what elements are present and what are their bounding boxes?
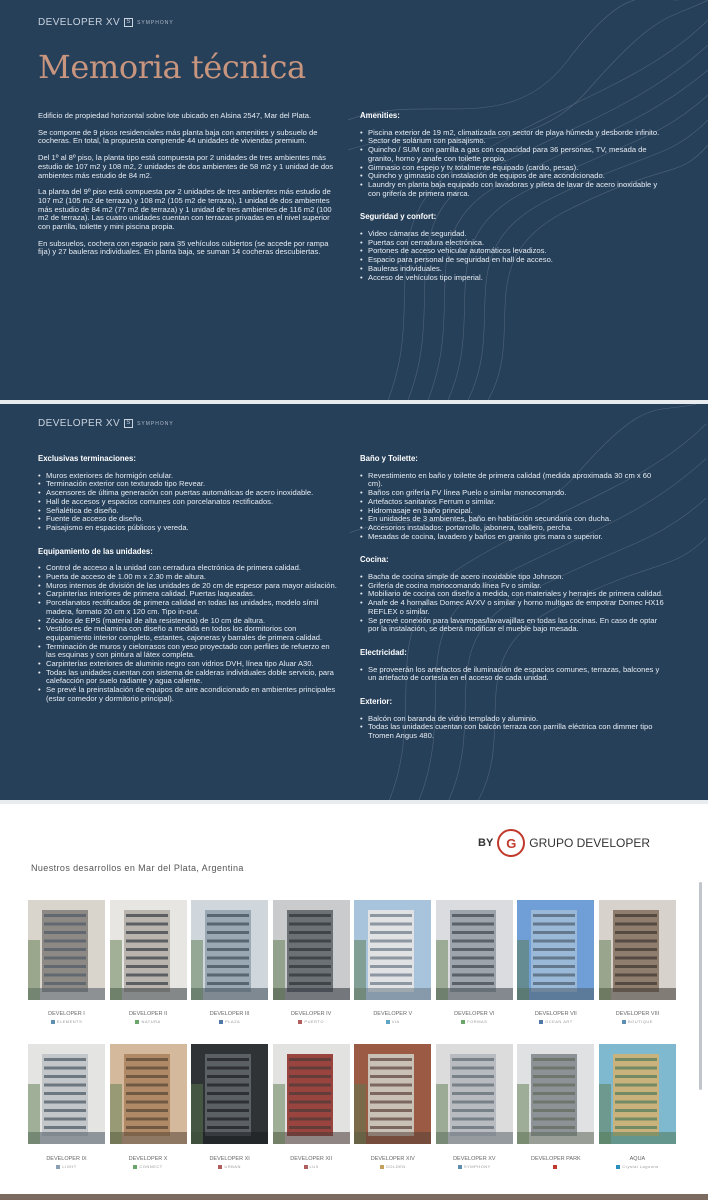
list-item: • Porcelanatos rectificados de primera calidad en todas las unidades, modelo símil madera, formato 20 cm x 120 cm. Tipo in-out. [38, 599, 338, 616]
list-item: • Hall de accesos y espacios comunes con porcelanatos rectificados. [38, 498, 338, 507]
bottom-edge [0, 1194, 708, 1200]
exterior-list [360, 715, 665, 741]
brand-name: DEVELOPER XV [38, 418, 121, 429]
specifications-page [0, 404, 708, 800]
development-sub-label: NATURA [141, 1019, 161, 1024]
development-color-tag [133, 1165, 137, 1169]
electricidad-list [360, 666, 665, 683]
bano-heading: Baño y Toilette: [360, 454, 418, 463]
cocina-heading: Cocina: [360, 555, 389, 565]
development-caption [436, 1011, 513, 1025]
development-photo[interactable] [273, 900, 350, 1000]
development-sub-label: VIA [391, 1019, 400, 1024]
list-item: • Muros exteriores de hormigón celular. [38, 472, 338, 481]
logo-name: GRUPO DEVELOPER [529, 836, 650, 850]
list-item: • Zócalos de EPS (material de alta resistencia) de 10 cm de altura. [38, 617, 338, 626]
development-name: DEVELOPER III [209, 1011, 250, 1017]
description-paragraph: La planta del 9º piso está compuesta por 2 unidades de tres ambientes más estudio de 107 m2 (105 m2 de terraza) y 108 m2 (105 m2 de terraza), 1 unidad de dos ambientes más estudio de 84 m2 (77 m2 de terraza) y 1 unidad de tres ambientes de 116 m2 (100 m2 de terraza). Las cuatro unidades cuentan con terrazas privadas en el nivel superior con parrilla, toilette y mini piscina propia. [38, 187, 332, 232]
list-item: • Bauleras individuales. [360, 265, 665, 274]
development-photo[interactable] [191, 900, 268, 1000]
logo-by: BY [478, 837, 494, 849]
brand-logo [38, 17, 174, 28]
development-sub-label: FORMAS [467, 1019, 488, 1024]
development-name: DEVELOPER XI [209, 1156, 250, 1162]
development-caption [273, 1011, 350, 1025]
list-item: • Ascensores de última generación con puertas automáticas de acero inoxidable. [38, 489, 338, 498]
development-color-tag [539, 1020, 543, 1024]
list-item: • Gimnasio con espejo y tv totalmente equipado (cardio, pesas). [360, 164, 665, 173]
equipamiento-heading: Equipamiento de las unidades: [38, 546, 153, 556]
development-sub [110, 1018, 187, 1025]
list-item: • Balcón con baranda de vidrio templado y aluminio. [360, 715, 665, 724]
development-caption [517, 1156, 594, 1170]
list-item: • Bacha de cocina simple de acero inoxidable tipo Johnson. [360, 573, 665, 582]
exclusivas-heading: Exclusivas terminaciones: [38, 454, 136, 463]
development-name: DEVELOPER II [128, 1011, 168, 1017]
development-sub [28, 1163, 105, 1170]
description-paragraph: En subsuelos, cochera con espacio para 35 vehículos cubiertos (se accede por rampa fija) y 27 bauleras individuales. En planta baja, se suman 14 cocheras descubiertas. [38, 238, 329, 257]
list-item: • Señalética de diseño. [38, 507, 338, 516]
development-captions-row [28, 1156, 676, 1170]
list-item: • Terminación exterior con texturado tipo Revear. [38, 480, 338, 489]
list-item: • Se proveerán los artefactos de iluminación de espacios comunes, terrazas, balcones y un artefacto de cortesía en el acceso de cada unidad. [360, 666, 665, 683]
list-item: • Se prevé conexión para lavarropas/lavavajillas en todas las cocinas. En caso de optar por la instalación, se deberá modificar el mueble bajo mesada. [360, 617, 665, 634]
development-caption [436, 1156, 513, 1170]
development-name: DEVELOPER XIV [370, 1156, 415, 1162]
development-sub [517, 1018, 594, 1025]
exclusivas-list [38, 472, 338, 533]
scrollbar[interactable] [699, 882, 702, 1090]
development-sub [110, 1163, 187, 1170]
development-photo[interactable] [436, 1044, 513, 1144]
development-name: DEVELOPER PARK [531, 1156, 581, 1162]
development-color-tag [458, 1165, 462, 1169]
development-caption [191, 1156, 268, 1170]
development-sub-label: ELEMENTS [56, 1019, 83, 1024]
development-photo[interactable] [273, 1044, 350, 1144]
list-item: • Laundry en planta baja equipado con lavadoras y pileta de lavar de acero inoxidable y con grifería de primera marca. [360, 181, 665, 198]
development-sub-label: Crystal Lagoons [622, 1164, 659, 1169]
development-sub [354, 1018, 431, 1025]
development-sub [191, 1018, 268, 1025]
development-caption [28, 1011, 105, 1025]
list-item: • Artefactos sanitarios Ferrum o similar. [360, 498, 665, 507]
development-sub-label: CONNECT [139, 1164, 163, 1169]
development-name: DEVELOPER IX [46, 1156, 87, 1162]
list-item: • Hidromasaje en baño principal. [360, 507, 665, 516]
development-sub [517, 1163, 594, 1170]
development-caption [191, 1011, 268, 1025]
list-item: • Acceso de vehículos tipo imperial. [360, 274, 665, 283]
list-item: • Sector de solárium con paisajismo. [360, 137, 665, 146]
list-item: • Espacio para personal de seguridad en hall de acceso. [360, 256, 665, 265]
list-item: • Puertas con cerradura electrónica. [360, 239, 665, 248]
development-caption [354, 1156, 431, 1170]
developments-title: Nuestros desarrollos en Mar del Plata, Argentina [31, 863, 244, 873]
description-column [38, 112, 338, 265]
list-item: • Carpinterías exteriores de aluminio negro con vidrios DVH, línea tipo Aluar A30. [38, 660, 338, 669]
cocina-list [360, 573, 665, 634]
exterior-heading: Exterior: [360, 697, 393, 707]
development-photo[interactable] [110, 1044, 187, 1144]
development-photo[interactable] [436, 900, 513, 1000]
development-captions-row [28, 1011, 676, 1025]
amenities-heading: Amenities: [360, 111, 400, 120]
list-item: • Vestidores de melamina con diseño a medida en todos los dormitorios con equipamiento interior completo, estantes, cajoneras y barrales de primera calidad. [38, 625, 338, 642]
bano-list [360, 472, 665, 542]
development-color-tag [461, 1020, 465, 1024]
development-photo[interactable] [599, 1044, 676, 1144]
development-photo[interactable] [354, 1044, 431, 1144]
list-item: • Mesadas de cocina, lavadero y baños en granito gris mara o superior. [360, 533, 665, 542]
development-caption [28, 1156, 105, 1170]
list-item: • Control de acceso a la unidad con cerradura electrónica de primera calidad. [38, 564, 338, 573]
development-photo[interactable] [191, 1044, 268, 1144]
development-color-tag [622, 1020, 626, 1024]
development-sub [28, 1018, 105, 1025]
development-photo[interactable] [28, 900, 105, 1000]
brand-sub: SYMPHONY [137, 420, 174, 427]
list-item: • Paisajismo en espacios públicos y vereda. [38, 524, 338, 533]
development-color-tag [298, 1020, 302, 1024]
development-caption [599, 1011, 676, 1025]
development-thumbnails-row [28, 900, 676, 1000]
development-color-tag [219, 1020, 223, 1024]
development-color-tag [386, 1020, 390, 1024]
page-title: Memoria técnica [38, 48, 306, 86]
development-caption [110, 1156, 187, 1170]
electricidad-heading: Electricidad: [360, 647, 407, 657]
development-photo[interactable] [517, 1044, 594, 1144]
list-item: • Fuente de acceso de diseño. [38, 515, 338, 524]
development-color-tag [616, 1165, 620, 1169]
memoria-tecnica-page [0, 0, 708, 400]
development-name: DEVELOPER I [48, 1011, 85, 1017]
development-photo[interactable] [28, 1044, 105, 1144]
development-caption [517, 1011, 594, 1025]
description-paragraph: Edificio de propiedad horizontal sobre lote ubicado en Alsina 2547, Mar del Plata. [38, 111, 312, 120]
equipamiento-list [38, 564, 338, 703]
development-sub [273, 1163, 350, 1170]
list-item: • Revestimiento en baño y toilette de primera calidad (medida aproximada 30 cm x 60 cm). [360, 472, 665, 489]
development-sub-label: BOUTIQUE [627, 1019, 653, 1024]
list-item: • Accesorios instalados: portarrollo, jabonera, toallero, percha. [360, 524, 665, 533]
brand-mark: S [124, 18, 133, 27]
development-name: DEVELOPER XII [290, 1156, 333, 1162]
development-sub [436, 1018, 513, 1025]
list-item: • Carpinterías interiores de primera calidad. Puertas laqueadas. [38, 590, 338, 599]
development-color-tag [380, 1165, 384, 1169]
development-sub [273, 1018, 350, 1025]
development-sub [599, 1018, 676, 1025]
brand-name: DEVELOPER XV [38, 17, 121, 28]
development-sub-label: GOLDEN [385, 1164, 406, 1169]
developments-page [0, 804, 708, 1200]
development-caption [599, 1156, 676, 1170]
development-color-tag [51, 1020, 55, 1024]
right-spec-column [360, 455, 665, 756]
list-item: • Quincho / SUM con parrilla a gas con capacidad para 36 personas, TV, mesada de granito, horno y anafe con toilette propio. [360, 146, 665, 163]
development-name: DEVELOPER VIII [615, 1011, 660, 1017]
list-item: • Puerta de acceso de 1.00 m x 2.30 m de altura. [38, 573, 338, 582]
brand-sub: SYMPHONY [137, 19, 174, 26]
list-item: • Quincho y gimnasio con instalación de equipos de aire acondicionado. [360, 172, 665, 181]
description-paragraph: Del 1º al 8º piso, la planta tipo está compuesta por 2 unidades de tres ambientes más estudio de 107 m2 y 108 m2, 2 unidades de dos ambientes de 58 m2 y 1 unidad de dos ambientes más estudio de 84 m2. [38, 153, 334, 180]
development-sub-label: LIGHT [62, 1164, 77, 1169]
list-item: • Video cámaras de seguridad. [360, 230, 665, 239]
development-sub-label: OCEAN ART [545, 1019, 573, 1024]
development-name: AQUA [629, 1156, 646, 1162]
development-color-tag [304, 1165, 308, 1169]
security-list [360, 230, 665, 282]
development-photo[interactable] [517, 900, 594, 1000]
development-name: DEVELOPER VII [534, 1011, 577, 1017]
amenities-list [360, 129, 665, 199]
list-item: • Se prevé la preinstalación de equipos de aire acondicionado en ambientes principales (estar comedor y dormitorio principal). [38, 686, 338, 703]
development-sub [599, 1163, 676, 1170]
list-item: • Anafe de 4 hornallas Domec AVXV o similar y horno multigas de empotrar Domec HX16 REFLEX o similar. [360, 599, 665, 616]
development-thumbnails-row [28, 1044, 676, 1144]
development-name: DEVELOPER IV [291, 1011, 332, 1017]
list-item: • Baños con grifería FV línea Puelo o similar monocomando. [360, 489, 665, 498]
development-name: DEVELOPER X [128, 1156, 168, 1162]
development-sub-label: LUX [309, 1164, 319, 1169]
amenities-column [360, 112, 665, 297]
development-photo[interactable] [599, 900, 676, 1000]
security-heading: Seguridad y confort: [360, 212, 437, 222]
development-color-tag [56, 1165, 60, 1169]
development-color-tag [218, 1165, 222, 1169]
development-sub-label: PUERTO [304, 1019, 324, 1024]
development-sub-label: PLAZA [225, 1019, 241, 1024]
development-color-tag [135, 1020, 139, 1024]
left-spec-column [38, 455, 338, 719]
logo-mark-icon: G [497, 829, 525, 857]
brand-logo [38, 418, 174, 429]
development-sub [354, 1163, 431, 1170]
description-paragraph: Se compone de 9 pisos residenciales más planta baja con amenities y subsuelo de cocheras. En total, la propuesta comprende 44 unidades de viviendas premium. [38, 127, 318, 146]
development-name: DEVELOPER V [373, 1011, 413, 1017]
development-caption [273, 1156, 350, 1170]
development-photo[interactable] [354, 900, 431, 1000]
development-caption [354, 1011, 431, 1025]
list-item: • Piscina exterior de 19 m2, climatizada con sector de playa húmeda y desborde infinito. [360, 129, 665, 138]
list-item: • Todas las unidades cuentan con sistema de calderas individuales doble servicio, para calefacción por suelo radiante y agua caliente. [38, 669, 338, 686]
development-color-tag [553, 1165, 557, 1169]
brand-mark: S [124, 419, 133, 428]
development-sub [191, 1163, 268, 1170]
list-item: • Grifería de cocina monocomando línea Fv o similar. [360, 582, 665, 591]
development-photo[interactable] [110, 900, 187, 1000]
development-sub-label: URBAN [224, 1164, 241, 1169]
list-item: • En unidades de 3 ambientes, baño en habitación secundaria con ducha. [360, 515, 665, 524]
grupo-developer-logo [478, 829, 650, 857]
list-item: • Mobiliario de cocina con diseño a medida, con materiales y herrajes de primera calidad. [360, 590, 665, 599]
development-sub [436, 1163, 513, 1170]
development-name: DEVELOPER XV [453, 1156, 496, 1162]
development-caption [110, 1011, 187, 1025]
development-name: DEVELOPER VI [454, 1011, 495, 1017]
list-item: • Todas las unidades cuentan con balcón terraza con parrilla eléctrica con dimmer tipo Tromen Angus 480. [360, 723, 665, 740]
list-item: • Terminación de muros y cielorrasos con yeso proyectado con perfiles de refuerzo en las esquinas y con pintura al látex completa. [38, 643, 338, 660]
list-item: • Portones de acceso vehicular automáticos levadizos. [360, 247, 665, 256]
list-item: • Muros internos de división de las unidades de 20 cm de espesor para mayor aislación. [38, 582, 338, 591]
development-sub-label: SYMPHONY [463, 1164, 491, 1169]
